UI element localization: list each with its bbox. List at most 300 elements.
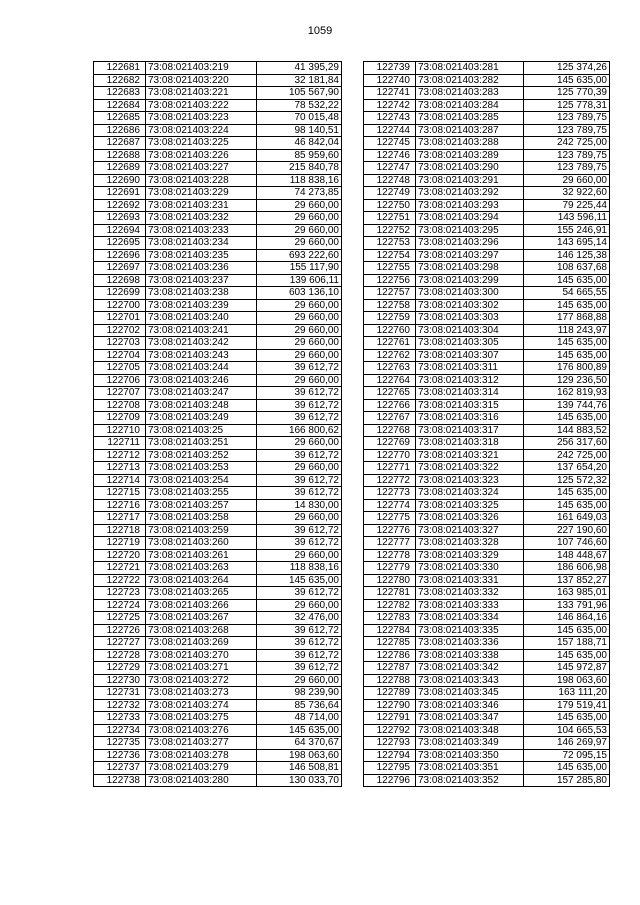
table-row — [94, 474, 342, 487]
table-row — [364, 399, 610, 412]
cadastral-number-cell: 73:08:021403:223 — [146, 112, 257, 125]
cadastral-number-cell: 73:08:021403:249 — [146, 412, 257, 425]
table-row — [364, 112, 610, 125]
row-number-cell: 122780 — [364, 574, 416, 587]
cadastral-number-cell: 73:08:021403:281 — [416, 62, 524, 75]
table-row — [364, 699, 610, 712]
cadastral-number-cell: 73:08:021403:287 — [416, 124, 524, 137]
cadastral-value-cell: 39 612,72 — [257, 637, 342, 650]
table-row — [364, 362, 610, 375]
table-row — [94, 424, 342, 437]
cadastral-value-cell: 176 800,89 — [524, 362, 610, 375]
cadastral-number-cell: 73:08:021403:234 — [146, 237, 257, 250]
table-row — [94, 449, 342, 462]
cadastral-number-cell: 73:08:021403:220 — [146, 74, 257, 87]
cadastral-number-cell: 73:08:021403:334 — [416, 612, 524, 625]
cadastral-number-cell: 73:08:021403:248 — [146, 399, 257, 412]
cadastral-number-cell: 73:08:021403:238 — [146, 287, 257, 300]
cadastral-value-cell: 139 606,11 — [257, 274, 342, 287]
row-number-cell: 122727 — [94, 637, 146, 650]
row-number-cell: 122781 — [364, 587, 416, 600]
row-number-cell: 122726 — [94, 624, 146, 637]
table-row — [364, 87, 610, 100]
row-number-cell: 122793 — [364, 737, 416, 750]
row-number-cell: 122712 — [94, 449, 146, 462]
cadastral-number-cell: 73:08:021403:252 — [146, 449, 257, 462]
cadastral-number-cell: 73:08:021403:292 — [416, 187, 524, 200]
table-row — [364, 387, 610, 400]
table-row — [364, 224, 610, 237]
table-row — [364, 649, 610, 662]
cadastral-number-cell: 73:08:021403:295 — [416, 224, 524, 237]
table-row — [94, 762, 342, 775]
table-row — [94, 637, 342, 650]
cadastral-value-cell: 29 660,00 — [257, 349, 342, 362]
row-number-cell: 122765 — [364, 387, 416, 400]
cadastral-value-cell: 123 789,75 — [524, 112, 610, 125]
table-row — [94, 137, 342, 150]
row-number-cell: 122691 — [94, 187, 146, 200]
cadastral-value-cell: 145 635,00 — [524, 487, 610, 500]
row-number-cell: 122748 — [364, 174, 416, 187]
table-row — [94, 162, 342, 175]
table-row — [94, 587, 342, 600]
row-number-cell: 122771 — [364, 462, 416, 475]
table-row — [94, 74, 342, 87]
row-number-cell: 122697 — [94, 262, 146, 275]
table-row — [94, 662, 342, 675]
table-row — [94, 374, 342, 387]
cadastral-number-cell: 73:08:021403:347 — [416, 712, 524, 725]
table-row — [94, 699, 342, 712]
row-number-cell: 122755 — [364, 262, 416, 275]
cadastral-value-cell: 39 612,72 — [257, 587, 342, 600]
row-number-cell: 122777 — [364, 537, 416, 550]
row-number-cell: 122734 — [94, 724, 146, 737]
table-row — [364, 599, 610, 612]
row-number-cell: 122740 — [364, 74, 416, 87]
cadastral-number-cell: 73:08:021403:221 — [146, 87, 257, 100]
row-number-cell: 122783 — [364, 612, 416, 625]
cadastral-number-cell: 73:08:021403:268 — [146, 624, 257, 637]
cadastral-number-cell: 73:08:021403:288 — [416, 137, 524, 150]
cadastral-value-cell: 125 770,39 — [524, 87, 610, 100]
row-number-cell: 122730 — [94, 674, 146, 687]
row-number-cell: 122703 — [94, 337, 146, 350]
cadastral-number-cell: 73:08:021403:349 — [416, 737, 524, 750]
cadastral-value-cell: 215 840,78 — [257, 162, 342, 175]
table-row — [94, 274, 342, 287]
table-row — [94, 674, 342, 687]
row-number-cell: 122775 — [364, 512, 416, 525]
cadastral-number-cell: 73:08:021403:316 — [416, 412, 524, 425]
cadastral-value-cell: 79 225,44 — [524, 199, 610, 212]
table-row — [94, 774, 342, 787]
table-row — [94, 549, 342, 562]
row-number-cell: 122716 — [94, 499, 146, 512]
table-row — [364, 612, 610, 625]
table-row — [94, 249, 342, 262]
cadastral-number-cell: 73:08:021403:243 — [146, 349, 257, 362]
table-row — [94, 624, 342, 637]
cadastral-number-cell: 73:08:021403:237 — [146, 274, 257, 287]
cadastral-value-cell: 146 269,97 — [524, 737, 610, 750]
cadastral-number-cell: 73:08:021403:311 — [416, 362, 524, 375]
row-number-cell: 122759 — [364, 312, 416, 325]
cadastral-number-cell: 73:08:021403:329 — [416, 549, 524, 562]
table-row — [364, 187, 610, 200]
table-row — [94, 512, 342, 525]
cadastral-number-cell: 73:08:021403:327 — [416, 524, 524, 537]
cadastral-number-cell: 73:08:021403:239 — [146, 299, 257, 312]
cadastral-number-cell: 73:08:021403:241 — [146, 324, 257, 337]
cadastral-value-cell: 198 063,60 — [257, 749, 342, 762]
cadastral-value-cell: 123 789,75 — [524, 124, 610, 137]
row-number-cell: 122685 — [94, 112, 146, 125]
cadastral-value-cell: 46 842,04 — [257, 137, 342, 150]
cadastral-value-cell: 143 695,14 — [524, 237, 610, 250]
row-number-cell: 122696 — [94, 249, 146, 262]
cadastral-number-cell: 73:08:021403:271 — [146, 662, 257, 675]
cadastral-value-cell: 146 508,81 — [257, 762, 342, 775]
table-row — [364, 149, 610, 162]
cadastral-value-cell: 603 136,10 — [257, 287, 342, 300]
row-number-cell: 122713 — [94, 462, 146, 475]
table-row — [94, 599, 342, 612]
cadastral-number-cell: 73:08:021403:293 — [416, 199, 524, 212]
cadastral-number-cell: 73:08:021403:297 — [416, 249, 524, 262]
cadastral-value-cell: 145 635,00 — [524, 349, 610, 362]
cadastral-number-cell: 73:08:021403:232 — [146, 212, 257, 225]
cadastral-value-cell: 39 612,72 — [257, 487, 342, 500]
cadastral-number-cell: 73:08:021403:264 — [146, 574, 257, 587]
cadastral-number-cell: 73:08:021403:259 — [146, 524, 257, 537]
cadastral-value-cell: 242 725,00 — [524, 137, 610, 150]
cadastral-table-right — [363, 61, 610, 787]
cadastral-number-cell: 73:08:021403:226 — [146, 149, 257, 162]
row-number-cell: 122788 — [364, 674, 416, 687]
row-number-cell: 122735 — [94, 737, 146, 750]
row-number-cell: 122699 — [94, 287, 146, 300]
cadastral-value-cell: 39 612,72 — [257, 524, 342, 537]
cadastral-value-cell: 125 778,31 — [524, 99, 610, 112]
cadastral-value-cell: 29 660,00 — [257, 312, 342, 325]
cadastral-value-cell: 145 635,00 — [524, 712, 610, 725]
cadastral-number-cell: 73:08:021403:235 — [146, 249, 257, 262]
cadastral-value-cell: 163 985,01 — [524, 587, 610, 600]
cadastral-value-cell: 29 660,00 — [257, 549, 342, 562]
row-number-cell: 122749 — [364, 187, 416, 200]
table-row — [364, 737, 610, 750]
cadastral-value-cell: 29 660,00 — [257, 224, 342, 237]
table-row — [94, 149, 342, 162]
row-number-cell: 122719 — [94, 537, 146, 550]
cadastral-number-cell: 73:08:021403:282 — [416, 74, 524, 87]
cadastral-number-cell: 73:08:021403:219 — [146, 62, 257, 75]
row-number-cell: 122758 — [364, 299, 416, 312]
cadastral-number-cell: 73:08:021403:284 — [416, 99, 524, 112]
row-number-cell: 122760 — [364, 324, 416, 337]
cadastral-value-cell: 39 612,72 — [257, 537, 342, 550]
cadastral-value-cell: 39 612,72 — [257, 399, 342, 412]
row-number-cell: 122723 — [94, 587, 146, 600]
row-number-cell: 122785 — [364, 637, 416, 650]
cadastral-value-cell: 162 819,93 — [524, 387, 610, 400]
table-row — [94, 399, 342, 412]
table-row — [364, 449, 610, 462]
row-number-cell: 122717 — [94, 512, 146, 525]
cadastral-value-cell: 39 612,72 — [257, 624, 342, 637]
cadastral-value-cell: 256 317,60 — [524, 437, 610, 450]
table-row — [94, 87, 342, 100]
cadastral-number-cell: 73:08:021403:307 — [416, 349, 524, 362]
row-number-cell: 122770 — [364, 449, 416, 462]
row-number-cell: 122789 — [364, 687, 416, 700]
table-row — [94, 437, 342, 450]
row-number-cell: 122686 — [94, 124, 146, 137]
cadastral-value-cell: 105 567,90 — [257, 87, 342, 100]
row-number-cell: 122711 — [94, 437, 146, 450]
cadastral-number-cell: 73:08:021403:257 — [146, 499, 257, 512]
row-number-cell: 122761 — [364, 337, 416, 350]
row-number-cell: 122744 — [364, 124, 416, 137]
row-number-cell: 122787 — [364, 662, 416, 675]
row-number-cell: 122722 — [94, 574, 146, 587]
cadastral-number-cell: 73:08:021403:258 — [146, 512, 257, 525]
cadastral-value-cell: 155 117,90 — [257, 262, 342, 275]
cadastral-number-cell: 73:08:021403:269 — [146, 637, 257, 650]
row-number-cell: 122702 — [94, 324, 146, 337]
cadastral-number-cell: 73:08:021403:317 — [416, 424, 524, 437]
table-row — [94, 487, 342, 500]
cadastral-value-cell: 125 374,26 — [524, 62, 610, 75]
cadastral-value-cell: 155 246,91 — [524, 224, 610, 237]
row-number-cell: 122682 — [94, 74, 146, 87]
cadastral-value-cell: 29 660,00 — [257, 462, 342, 475]
table-row — [364, 724, 610, 737]
cadastral-number-cell: 73:08:021403:312 — [416, 374, 524, 387]
cadastral-number-cell: 73:08:021403:242 — [146, 337, 257, 350]
row-number-cell: 122795 — [364, 762, 416, 775]
cadastral-number-cell: 73:08:021403:251 — [146, 437, 257, 450]
cadastral-value-cell: 41 395,29 — [257, 62, 342, 75]
row-number-cell: 122715 — [94, 487, 146, 500]
cadastral-number-cell: 73:08:021403:236 — [146, 262, 257, 275]
row-number-cell: 122751 — [364, 212, 416, 225]
cadastral-number-cell: 73:08:021403:285 — [416, 112, 524, 125]
cadastral-value-cell: 145 635,00 — [524, 299, 610, 312]
table-row — [94, 324, 342, 337]
cadastral-value-cell: 139 744,76 — [524, 399, 610, 412]
table-row — [94, 212, 342, 225]
cadastral-number-cell: 73:08:021403:254 — [146, 474, 257, 487]
table-row — [94, 387, 342, 400]
row-number-cell: 122683 — [94, 87, 146, 100]
table-row — [364, 249, 610, 262]
row-number-cell: 122689 — [94, 162, 146, 175]
cadastral-value-cell: 29 660,00 — [257, 374, 342, 387]
table-row — [364, 412, 610, 425]
cadastral-number-cell: 73:08:021403:255 — [146, 487, 257, 500]
table-row — [94, 562, 342, 575]
cadastral-number-cell: 73:08:021403:302 — [416, 299, 524, 312]
row-number-cell: 122720 — [94, 549, 146, 562]
row-number-cell: 122698 — [94, 274, 146, 287]
table-row — [364, 262, 610, 275]
table-row — [94, 62, 342, 75]
cadastral-number-cell: 73:08:021403:267 — [146, 612, 257, 625]
cadastral-number-cell: 73:08:021403:291 — [416, 174, 524, 187]
cadastral-number-cell: 73:08:021403:326 — [416, 512, 524, 525]
cadastral-value-cell: 146 864,16 — [524, 612, 610, 625]
table-row — [364, 99, 610, 112]
cadastral-number-cell: 73:08:021403:305 — [416, 337, 524, 350]
table-row — [364, 574, 610, 587]
cadastral-number-cell: 73:08:021403:299 — [416, 274, 524, 287]
cadastral-number-cell: 73:08:021403:229 — [146, 187, 257, 200]
cadastral-value-cell: 39 612,72 — [257, 362, 342, 375]
cadastral-value-cell: 29 660,00 — [257, 199, 342, 212]
cadastral-value-cell: 145 972,87 — [524, 662, 610, 675]
cadastral-number-cell: 73:08:021403:270 — [146, 649, 257, 662]
row-number-cell: 122796 — [364, 774, 416, 787]
cadastral-value-cell: 39 612,72 — [257, 662, 342, 675]
cadastral-number-cell: 73:08:021403:296 — [416, 237, 524, 250]
cadastral-number-cell: 73:08:021403:314 — [416, 387, 524, 400]
cadastral-value-cell: 123 789,75 — [524, 149, 610, 162]
cadastral-value-cell: 161 649,03 — [524, 512, 610, 525]
cadastral-number-cell: 73:08:021403:272 — [146, 674, 257, 687]
row-number-cell: 122763 — [364, 362, 416, 375]
cadastral-number-cell: 73:08:021403:246 — [146, 374, 257, 387]
row-number-cell: 122681 — [94, 62, 146, 75]
row-number-cell: 122772 — [364, 474, 416, 487]
table-row — [364, 124, 610, 137]
row-number-cell: 122728 — [94, 649, 146, 662]
row-number-cell: 122782 — [364, 599, 416, 612]
cadastral-value-cell: 157 285,80 — [524, 774, 610, 787]
cadastral-number-cell: 73:08:021403:338 — [416, 649, 524, 662]
row-number-cell: 122704 — [94, 349, 146, 362]
row-number-cell: 122752 — [364, 224, 416, 237]
row-number-cell: 122707 — [94, 387, 146, 400]
cadastral-number-cell: 73:08:021403:331 — [416, 574, 524, 587]
row-number-cell: 122764 — [364, 374, 416, 387]
row-number-cell: 122687 — [94, 137, 146, 150]
cadastral-number-cell: 73:08:021403:343 — [416, 674, 524, 687]
table-row — [364, 637, 610, 650]
table-row — [364, 299, 610, 312]
cadastral-number-cell: 73:08:021403:278 — [146, 749, 257, 762]
table-row — [94, 649, 342, 662]
row-number-cell: 122754 — [364, 249, 416, 262]
cadastral-value-cell: 29 660,00 — [257, 237, 342, 250]
row-number-cell: 122766 — [364, 399, 416, 412]
row-number-cell: 122709 — [94, 412, 146, 425]
cadastral-value-cell: 29 660,00 — [257, 299, 342, 312]
row-number-cell: 122731 — [94, 687, 146, 700]
cadastral-number-cell: 73:08:021403:298 — [416, 262, 524, 275]
table-row — [364, 312, 610, 325]
row-number-cell: 122794 — [364, 749, 416, 762]
cadastral-number-cell: 73:08:021403:280 — [146, 774, 257, 787]
row-number-cell: 122756 — [364, 274, 416, 287]
cadastral-value-cell: 177 868,88 — [524, 312, 610, 325]
cadastral-number-cell: 73:08:021403:261 — [146, 549, 257, 562]
page-number: 1059 — [307, 25, 333, 37]
cadastral-value-cell: 74 273,85 — [257, 187, 342, 200]
table-row — [364, 137, 610, 150]
cadastral-value-cell: 29 660,00 — [257, 212, 342, 225]
table-row — [94, 262, 342, 275]
row-number-cell: 122742 — [364, 99, 416, 112]
table-row — [94, 362, 342, 375]
row-number-cell: 122706 — [94, 374, 146, 387]
cadastral-number-cell: 73:08:021403:225 — [146, 137, 257, 150]
cadastral-value-cell: 157 188,71 — [524, 637, 610, 650]
cadastral-value-cell: 29 660,00 — [257, 437, 342, 450]
cadastral-value-cell: 145 635,00 — [524, 499, 610, 512]
cadastral-number-cell: 73:08:021403:277 — [146, 737, 257, 750]
cadastral-value-cell: 145 635,00 — [524, 624, 610, 637]
cadastral-number-cell: 73:08:021403:300 — [416, 287, 524, 300]
cadastral-value-cell: 118 838,16 — [257, 174, 342, 187]
table-row — [364, 424, 610, 437]
cadastral-value-cell: 108 637,68 — [524, 262, 610, 275]
table-row — [364, 237, 610, 250]
row-number-cell: 122700 — [94, 299, 146, 312]
table-row — [364, 212, 610, 225]
cadastral-value-cell: 125 572,32 — [524, 474, 610, 487]
cadastral-value-cell: 64 370,67 — [257, 737, 342, 750]
cadastral-number-cell: 73:08:021403:244 — [146, 362, 257, 375]
cadastral-value-cell: 85 736,64 — [257, 699, 342, 712]
cadastral-value-cell: 32 181,84 — [257, 74, 342, 87]
table-row — [364, 674, 610, 687]
row-number-cell: 122784 — [364, 624, 416, 637]
table-row — [364, 437, 610, 450]
cadastral-value-cell: 39 612,72 — [257, 412, 342, 425]
table-row — [94, 287, 342, 300]
row-number-cell: 122725 — [94, 612, 146, 625]
cadastral-value-cell: 130 033,70 — [257, 774, 342, 787]
row-number-cell: 122738 — [94, 774, 146, 787]
table-row — [94, 499, 342, 512]
cadastral-value-cell: 118 838,16 — [257, 562, 342, 575]
table-row — [364, 274, 610, 287]
cadastral-value-cell: 32 922,60 — [524, 187, 610, 200]
table-row — [364, 562, 610, 575]
cadastral-value-cell: 98 239,90 — [257, 687, 342, 700]
cadastral-number-cell: 73:08:021403:342 — [416, 662, 524, 675]
row-number-cell: 122710 — [94, 424, 146, 437]
cadastral-number-cell: 73:08:021403:227 — [146, 162, 257, 175]
table-row — [364, 762, 610, 775]
cadastral-number-cell: 73:08:021403:315 — [416, 399, 524, 412]
cadastral-value-cell: 123 789,75 — [524, 162, 610, 175]
cadastral-value-cell: 144 883,52 — [524, 424, 610, 437]
table-row — [94, 199, 342, 212]
row-number-cell: 122762 — [364, 349, 416, 362]
table-row — [94, 687, 342, 700]
table-row — [364, 537, 610, 550]
table-row — [364, 587, 610, 600]
cadastral-value-cell: 242 725,00 — [524, 449, 610, 462]
row-number-cell: 122705 — [94, 362, 146, 375]
table-row — [94, 737, 342, 750]
cadastral-number-cell: 73:08:021403:294 — [416, 212, 524, 225]
cadastral-number-cell: 73:08:021403:304 — [416, 324, 524, 337]
